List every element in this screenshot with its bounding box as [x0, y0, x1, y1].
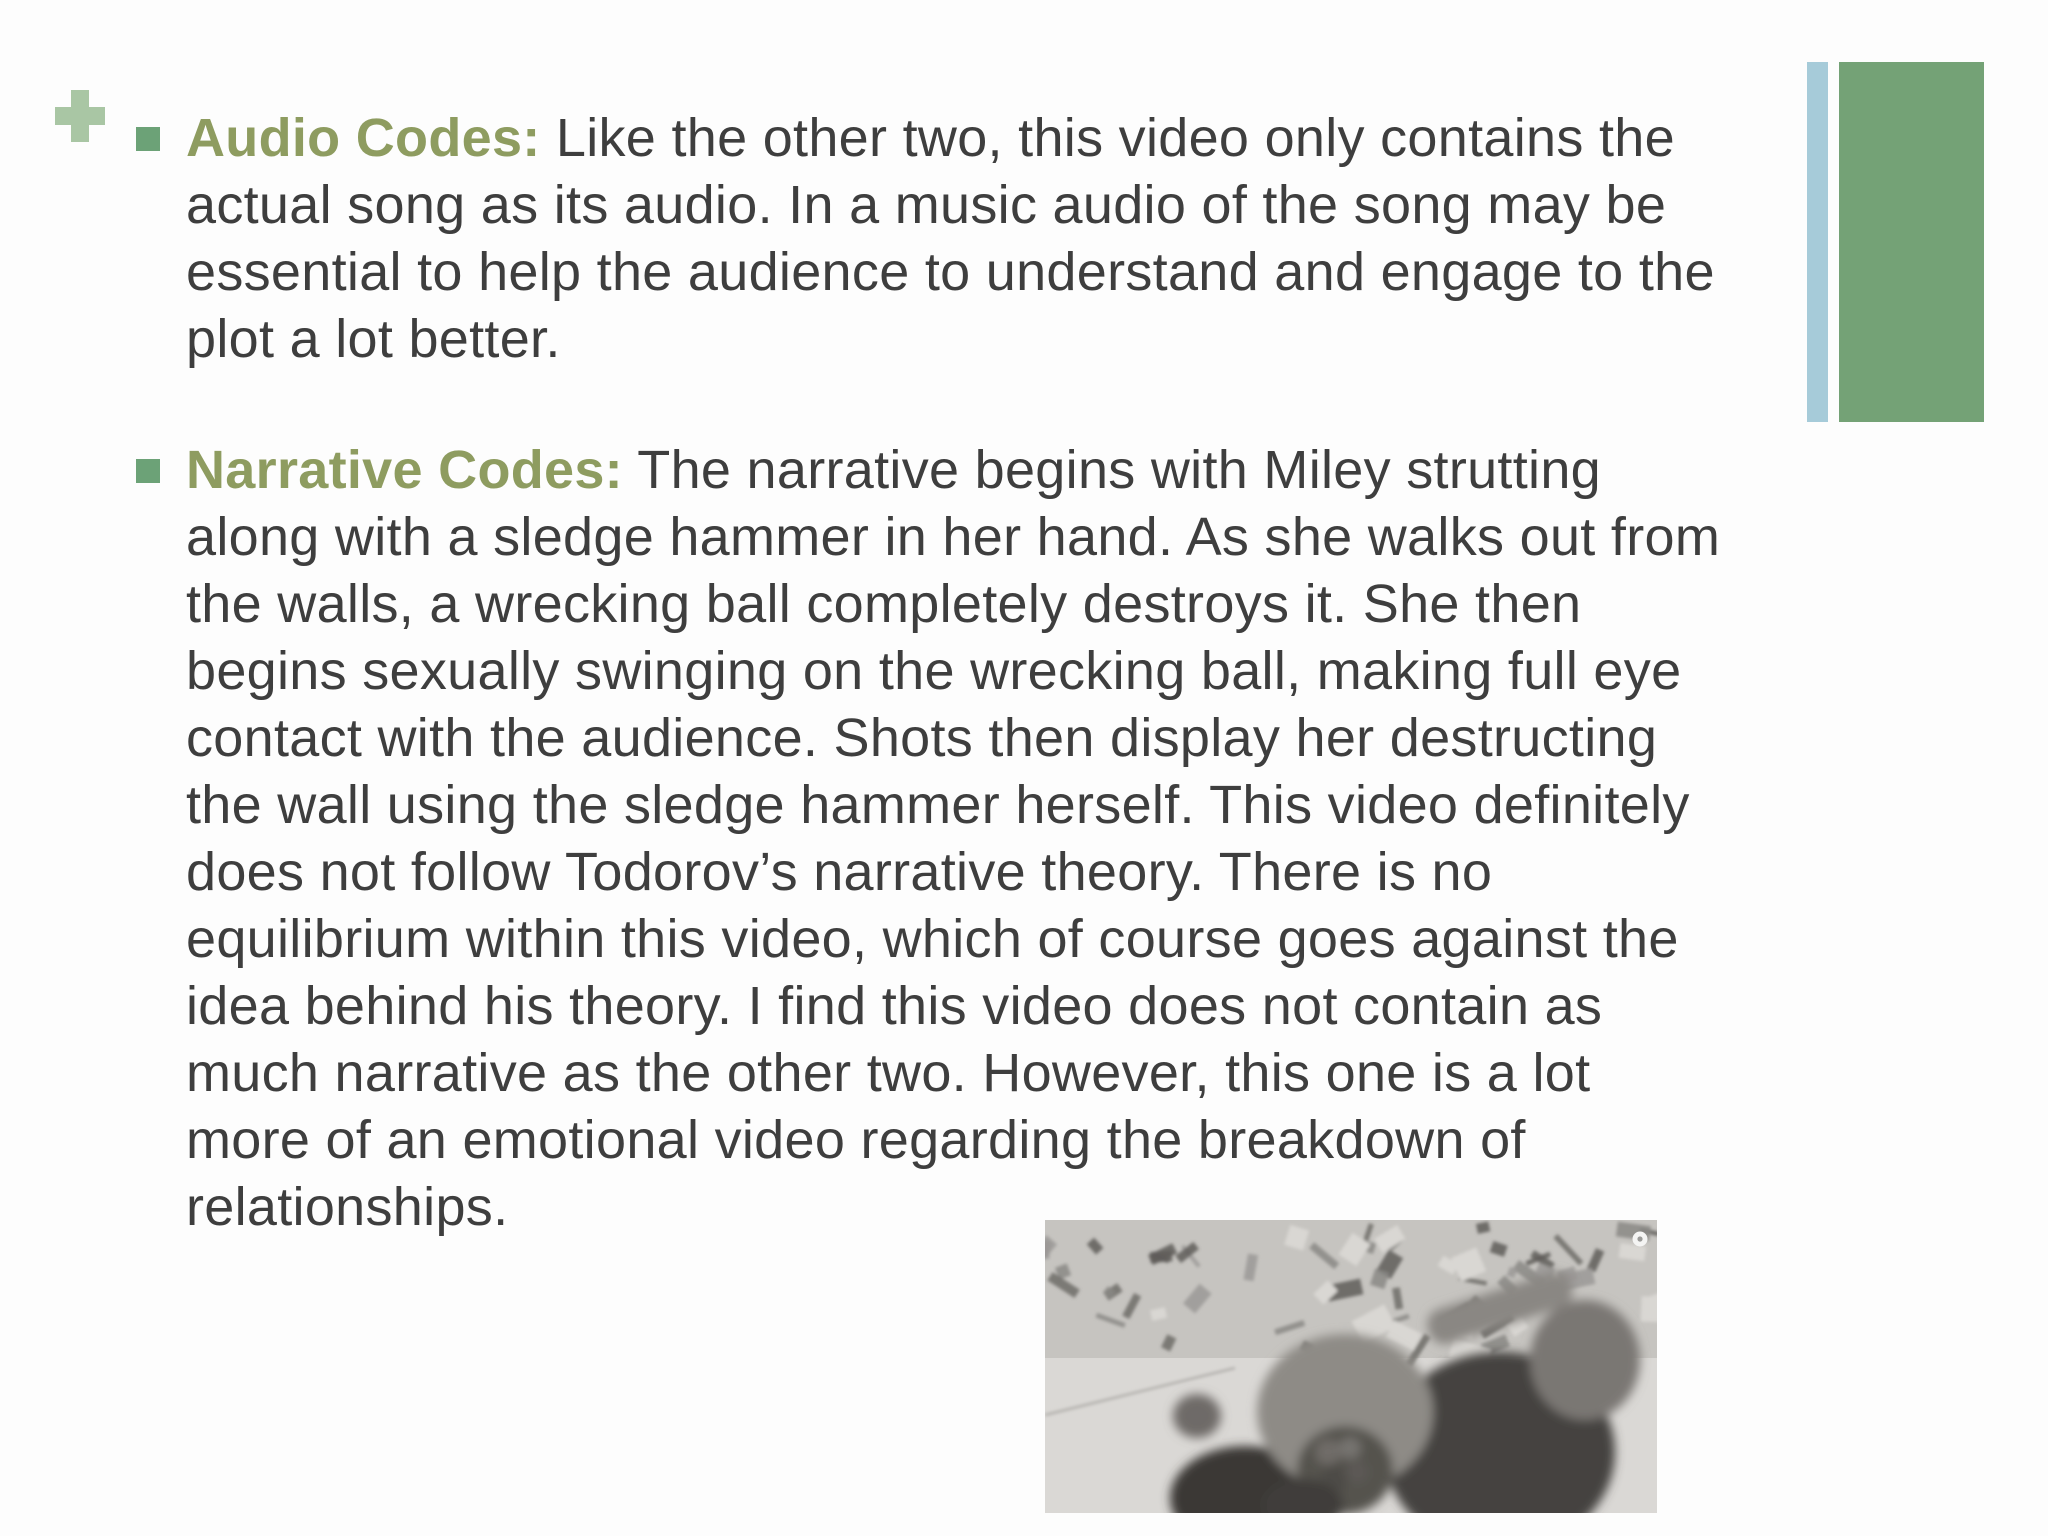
bullet-header: Audio Codes:	[186, 108, 541, 168]
text-line: much narrative as the other two. However, this one is a lot	[186, 1043, 1591, 1103]
text-line: actual song as its audio. In a music audio of the song may be	[186, 175, 1667, 235]
video-still-graphic	[1045, 1220, 1657, 1513]
video-still-image	[1045, 1220, 1657, 1513]
bullet-text-audio-codes	[186, 105, 1886, 373]
bullet-text-narrative-codes	[186, 437, 1886, 1241]
text-line: does not follow Todorov’s narrative theory. There is no	[186, 842, 1493, 902]
text-line: plot a lot better.	[186, 309, 561, 369]
text-line: more of an emotional video regarding the breakdown of	[186, 1110, 1526, 1170]
bullet-square-icon	[136, 459, 160, 483]
text-line: essential to help the audience to understand and engage to the	[186, 242, 1715, 302]
plus-decoration-icon	[55, 90, 105, 142]
text-line: relationships.	[186, 1177, 509, 1237]
text-line: contact with the audience. Shots then display her destructing	[186, 708, 1658, 768]
text-line: along with a sledge hammer in her hand. As she walks out from	[186, 507, 1721, 567]
text-line: Narrative Codes: The narrative begins with Miley strutting	[186, 440, 1602, 500]
text-line: begins sexually swinging on the wrecking ball, making full eye	[186, 641, 1682, 701]
text-line: the walls, a wrecking ball completely destroys it. She then	[186, 574, 1582, 634]
text-line: the wall using the sledge hammer herself. This video definitely	[186, 775, 1690, 835]
text-line: equilibrium within this video, which of course goes against the	[186, 909, 1679, 969]
text-line: idea behind his theory. I find this video does not contain as	[186, 976, 1603, 1036]
bullet-square-icon	[136, 127, 160, 151]
plus-vertical-bar	[71, 90, 89, 142]
bullet-header: Narrative Codes:	[186, 440, 623, 500]
text-line: Audio Codes: Like the other two, this video only contains the	[186, 108, 1675, 168]
